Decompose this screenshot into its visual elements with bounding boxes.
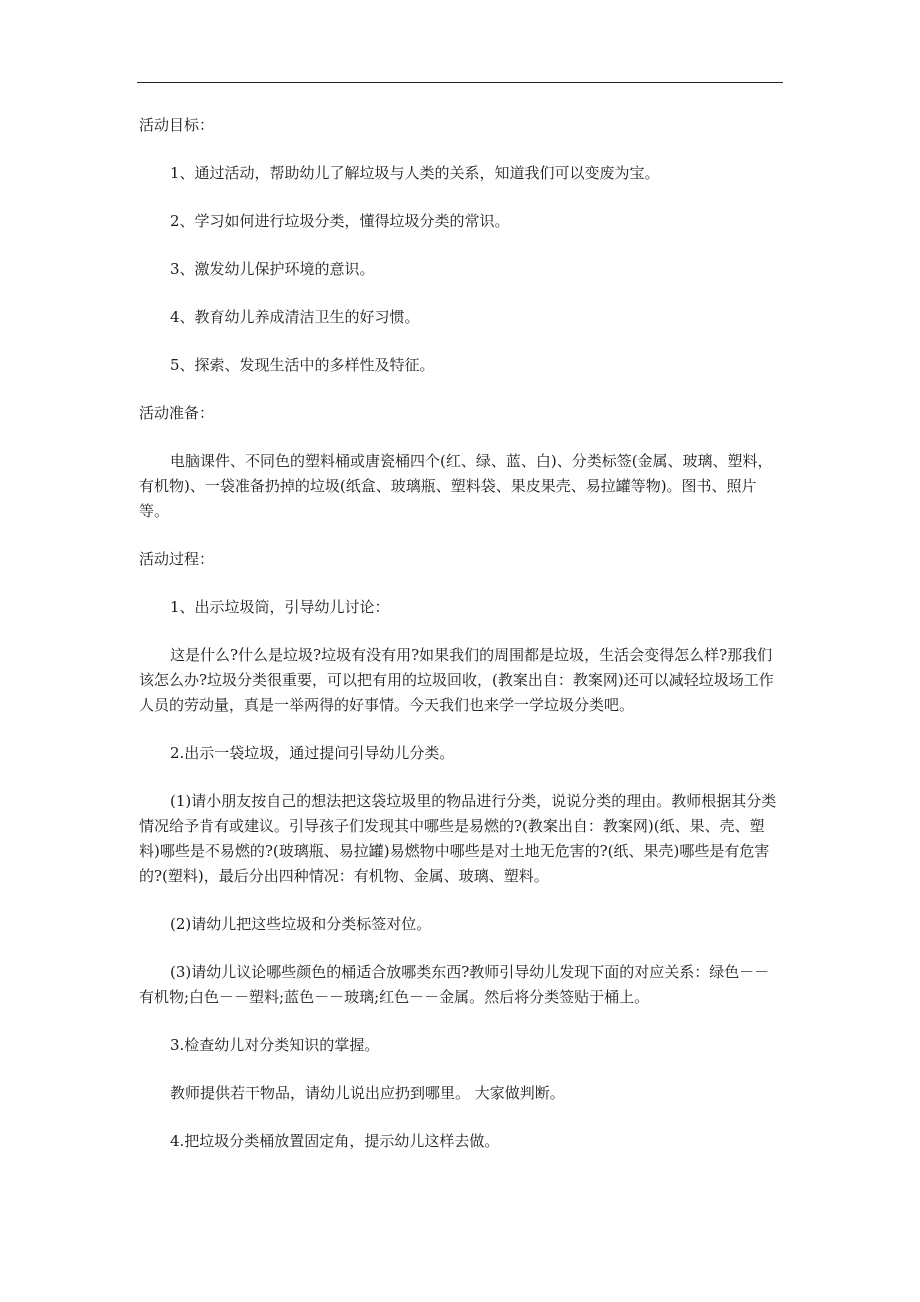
process-step-3: 3.检查幼儿对分类知识的掌握。 (170, 1036, 380, 1054)
process-step-4: 4.把垃圾分类桶放置固定角，提示幼儿这样去做。 (170, 1132, 500, 1150)
process-step-2-3: (3)请幼儿议论哪些颜色的桶适合放哪类东西?教师引导幼儿发现下面的对应关系：绿色－－有机物;白色－－塑料;蓝色－－玻璃;红色－－金属。然后将分类签贴于桶上。 (139, 963, 770, 1006)
preparation-text: 电脑课件、不同色的塑料桶或唐瓷桶四个(红、绿、蓝、白)、分类标签(金属、玻璃、塑料，有机物)、一袋准备扔掉的垃圾(纸盒、玻璃瓶、塑料袋、果皮果壳、易拉罐等物)。图书、照片等。 (139, 452, 773, 520)
goal-item-5: 5、探索、发现生活中的多样性及特征。 (170, 356, 435, 374)
process-discussion: 这是什么?什么是垃圾?垃圾有没有用?如果我们的周围都是垃圾，生活会变得怎么样?那我们该怎么办?垃圾分类很重要，可以把有用的垃圾回收，(教案出自：教案网)还可以减轻垃圾场工作人员的劳动量，真是一举两得的好事情。今天我们也来学一学垃圾分类吧。 (139, 646, 774, 714)
goal-item-2: 2、学习如何进行垃圾分类，懂得垃圾分类的常识。 (170, 212, 510, 230)
process-step-1: 1、出示垃圾筒，引导幼儿讨论： (170, 598, 390, 616)
document-body (139, 100, 783, 1154)
process-step-3-detail: 教师提供若干物品，请幼儿说出应扔到哪里。 大家做判断。 (170, 1084, 565, 1102)
goal-item-1: 1、通过活动，帮助幼儿了解垃圾与人类的关系，知道我们可以变废为宝。 (170, 164, 660, 182)
preparation-heading: 活动准备： (139, 404, 215, 422)
goal-item-4: 4、教育幼儿养成清洁卫生的好习惯。 (170, 308, 420, 326)
header-rule (137, 82, 783, 83)
process-step-2-2: (2)请幼儿把这些垃圾和分类标签对位。 (170, 915, 432, 933)
goals-heading: 活动目标： (139, 116, 215, 134)
goal-item-3: 3、激发幼儿保护环境的意识。 (170, 260, 375, 278)
process-step-2: 2.出示一袋垃圾，通过提问引导幼儿分类。 (170, 744, 455, 762)
process-step-2-1: (1)请小朋友按自己的想法把这袋垃圾里的物品进行分类，说说分类的理由。教师根据其分类情况给予肯有或建议。引导孩子们发现其中哪些是易燃的?(教案出自：教案网)(纸、果、壳、塑料)哪些是不易燃的?(玻璃瓶、易拉罐)易燃物中哪些是对土地无危害的?(纸、果壳)哪些是有危害的?(塑料)，最后分出四种情况：有机物、金属、玻璃、塑料。 (139, 792, 777, 885)
process-heading: 活动过程： (139, 550, 215, 568)
